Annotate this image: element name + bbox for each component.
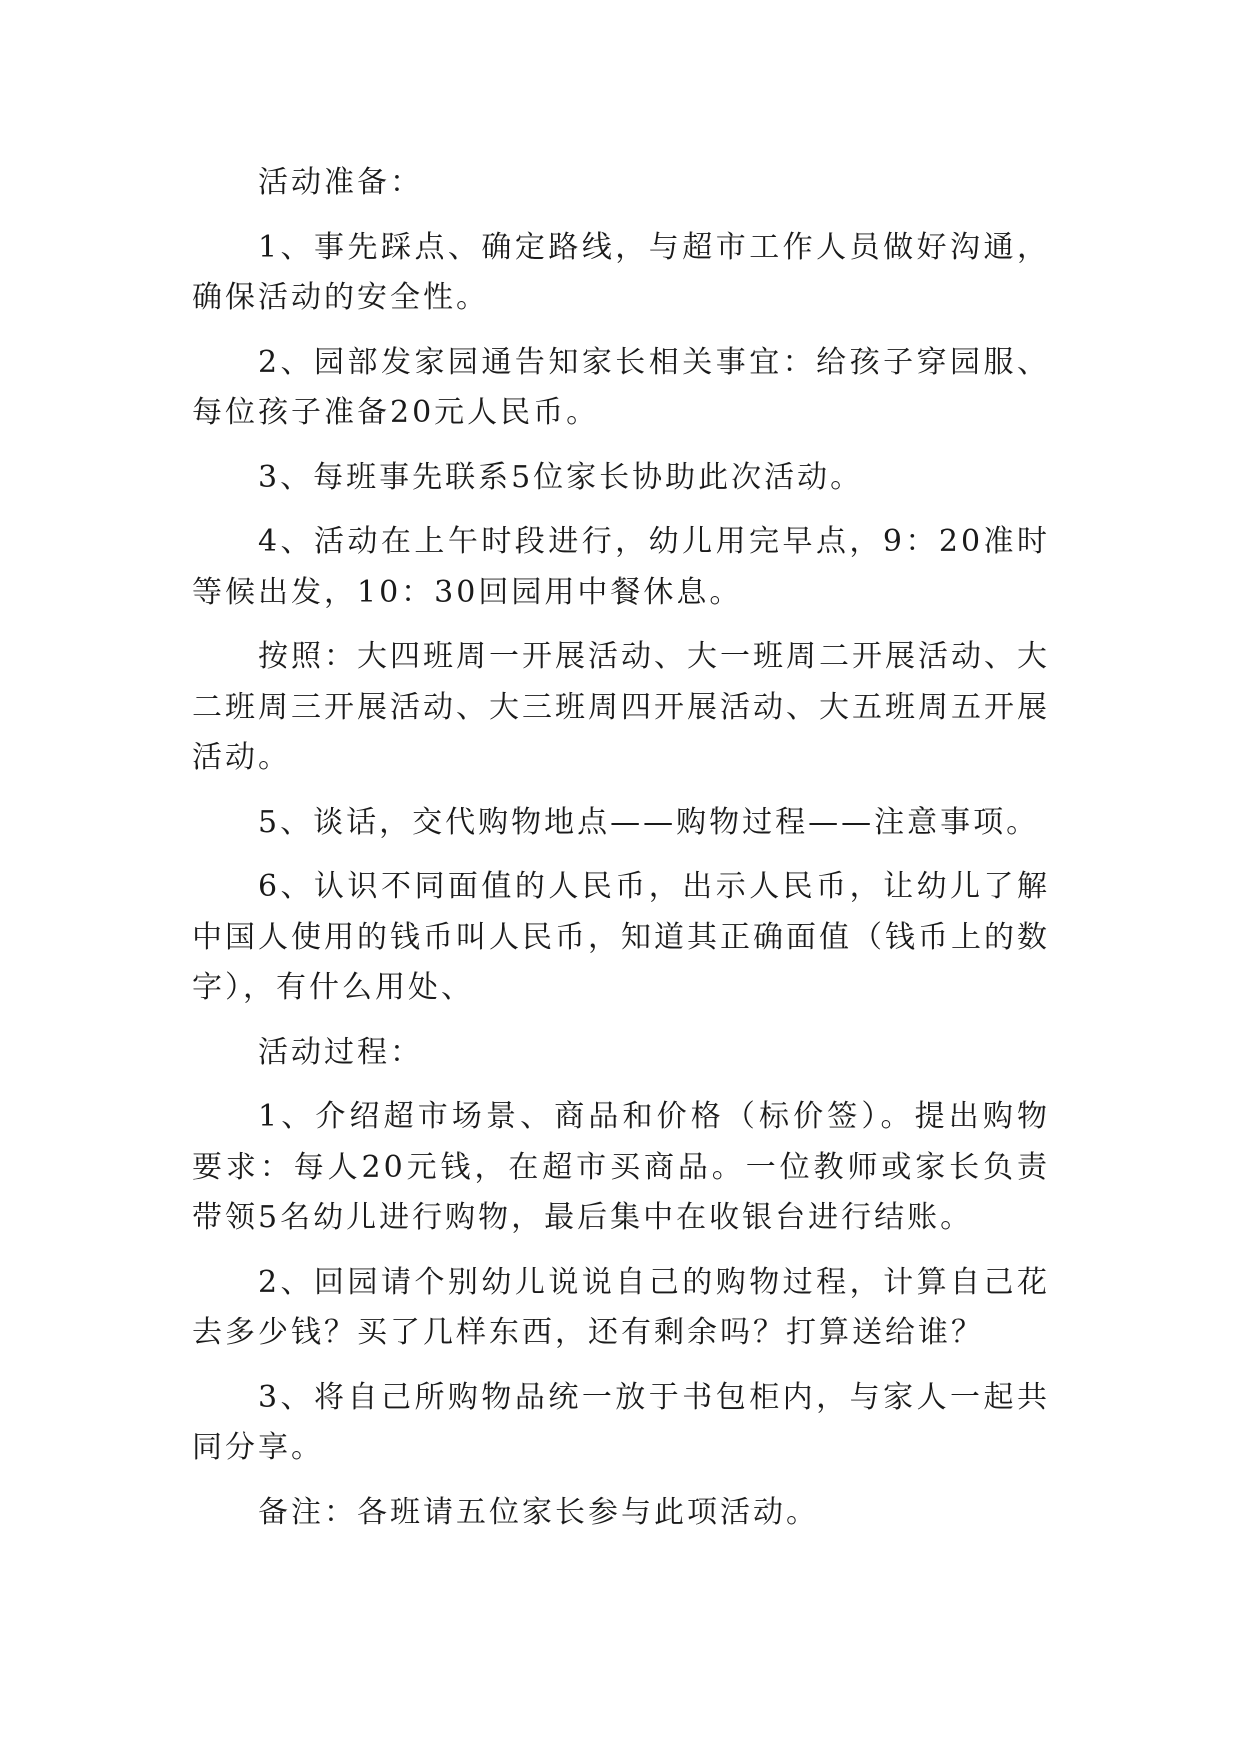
- preparation-item-4: 4、活动在上午时段进行，幼儿用完早点，9：20准时等候出发，10：30回园用中餐休息。: [192, 524, 1050, 610]
- preparation-item-2: 2、园部发家园通告知家长相关事宜：给孩子穿园服、每位孩子准备20元人民币。: [192, 344, 1050, 430]
- process-item-2: 2、回园请个别幼儿说说自己的购物过程，计算自己花去多少钱？买了几样东西，还有剩余吗？打算送给谁？: [192, 1264, 1050, 1350]
- process-item-1: 1、介绍超市场景、商品和价格（标价签）。提出购物要求：每人20元钱，在超市买商品。一位教师或家长负责带领5名幼儿进行购物，最后集中在收银台进行结账。: [192, 1099, 1050, 1235]
- section-heading-preparation: 活动准备：: [258, 165, 423, 200]
- schedule-paragraph: 按照：大四班周一开展活动、大一班周二开展活动、大二班周三开展活动、大三班周四开展活动、大五班周五开展活动。: [192, 639, 1050, 775]
- process-item-3: 3、将自己所购物品统一放于书包柜内，与家人一起共同分享。: [192, 1379, 1050, 1465]
- preparation-item-3: 3、每班事先联系5位家长协助此次活动。: [258, 459, 864, 495]
- preparation-item-1: 1、事先踩点、确定路线，与超市工作人员做好沟通，确保活动的安全性。: [192, 229, 1050, 315]
- section-heading-process: 活动过程：: [258, 1034, 423, 1070]
- document-body: [192, 158, 1050, 1552]
- preparation-item-5: 5、谈话，交代购物地点——购物过程——注意事项。: [258, 804, 1040, 840]
- preparation-item-6: 6、认识不同面值的人民币，出示人民币，让幼儿了解中国人使用的钱币叫人民币，知道其正确面值（钱币上的数字），有什么用处、: [192, 869, 1050, 1005]
- remarks-paragraph: 备注：各班请五位家长参与此项活动。: [258, 1494, 819, 1530]
